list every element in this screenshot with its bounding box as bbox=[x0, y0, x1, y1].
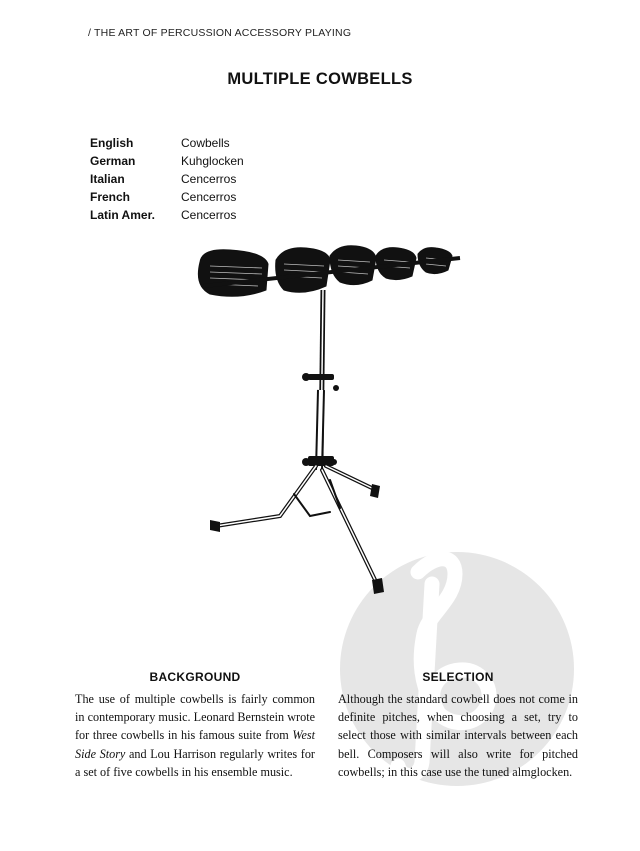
selection-heading: SELECTION bbox=[422, 670, 494, 684]
background-text-part2: and Lou Harrison regularly writes for a set of five cowbells in his ensemble music. bbox=[75, 746, 315, 779]
language-term: Cencerros bbox=[181, 190, 237, 204]
cowbell-2 bbox=[276, 248, 330, 293]
language-term: Kuhglocken bbox=[181, 154, 244, 168]
background-heading: BACKGROUND bbox=[149, 670, 241, 684]
work-title: West Side Story bbox=[75, 728, 315, 761]
language-term: Cencerros bbox=[181, 172, 237, 186]
language-name: German bbox=[90, 154, 136, 168]
language-term: Cowbells bbox=[181, 136, 230, 150]
background-paragraph bbox=[75, 690, 315, 781]
language-name: English bbox=[90, 136, 134, 150]
table-row bbox=[90, 152, 244, 170]
running-head: / THE ART OF PERCUSSION ACCESSORY PLAYING bbox=[88, 27, 352, 39]
cowbell-3 bbox=[330, 246, 376, 285]
language-name: Latin Amer. bbox=[90, 208, 155, 222]
page-title: MULTIPLE COWBELLS bbox=[227, 70, 413, 88]
language-term: Cencerros bbox=[181, 208, 237, 222]
language-name: Italian bbox=[90, 172, 125, 186]
language-name: French bbox=[90, 190, 131, 204]
cowbell-stand-illustration bbox=[180, 240, 470, 600]
language-terms-table bbox=[90, 134, 244, 224]
table-row bbox=[90, 134, 244, 152]
table-row bbox=[90, 188, 244, 206]
table-row bbox=[90, 206, 244, 224]
table-row bbox=[90, 170, 244, 188]
background-text-part1: The use of multiple cowbells is fairly common in contemporary music. Leonard Bernstein wrote for three cowbells in his famous suite from bbox=[75, 692, 315, 743]
selection-paragraph: Although the standard cowbell does not come in definite pitches, when choosing a set, try to select those with similar intervals between each bell. Composers will also write for pitched cowbells; in this case use the tuned almglocken. bbox=[338, 692, 578, 779]
